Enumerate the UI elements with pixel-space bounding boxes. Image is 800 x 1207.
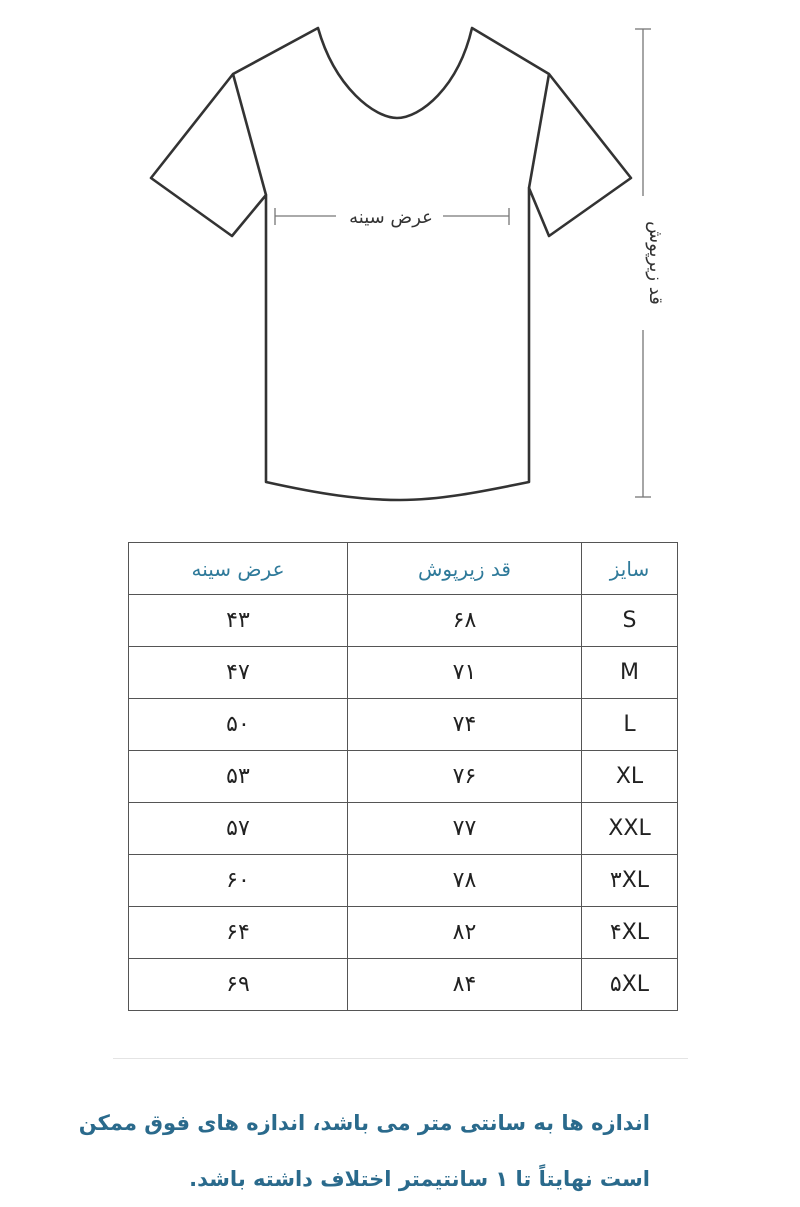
- size-cell: XL: [582, 751, 678, 803]
- left-sleeve-seam: [233, 74, 266, 195]
- length-cell: ۷۸: [348, 855, 582, 907]
- size-cell: S: [582, 595, 678, 647]
- length-cell: ۸۲: [348, 907, 582, 959]
- note-line-1: اندازه ها به سانتی متر می باشد، اندازه های فوق ممکن: [78, 1111, 650, 1135]
- right-sleeve-seam: [529, 74, 549, 188]
- length-cell: ۷۴: [348, 699, 582, 751]
- header-size: سایز: [582, 543, 678, 595]
- chest-cell: ۶۴: [129, 907, 348, 959]
- length-cell: ۷۶: [348, 751, 582, 803]
- divider: [113, 1058, 688, 1059]
- size-table: [128, 542, 678, 1011]
- chest-width-label: عرض سینه: [349, 207, 433, 228]
- size-cell: M: [582, 647, 678, 699]
- length-label: قد زیرپوش: [645, 221, 666, 305]
- chest-cell: ۶۹: [129, 959, 348, 1011]
- table-row: [129, 751, 678, 803]
- length-cell: ۷۱: [348, 647, 582, 699]
- tshirt-diagram: [0, 0, 800, 520]
- chest-cell: ۵۳: [129, 751, 348, 803]
- table-row: [129, 803, 678, 855]
- length-cell: ۶۸: [348, 595, 582, 647]
- table-row: [129, 855, 678, 907]
- size-cell: ۴XL: [582, 907, 678, 959]
- length-measure: [635, 29, 666, 497]
- chest-cell: ۵۷: [129, 803, 348, 855]
- table-row: [129, 595, 678, 647]
- chest-cell: ۴۷: [129, 647, 348, 699]
- size-cell: L: [582, 699, 678, 751]
- chest-cell: ۶۰: [129, 855, 348, 907]
- measurement-note: [78, 1095, 650, 1207]
- size-cell: XXL: [582, 803, 678, 855]
- note-line-2: است نهایتاً تا ۱ سانتیمتر اختلاف داشته باشد.: [189, 1167, 650, 1191]
- table-row: [129, 907, 678, 959]
- table-row: [129, 959, 678, 1011]
- tshirt-outline: [151, 28, 631, 500]
- chest-cell: ۴۳: [129, 595, 348, 647]
- table-row: [129, 647, 678, 699]
- length-cell: ۷۷: [348, 803, 582, 855]
- table-header-row: [129, 543, 678, 595]
- chest-cell: ۵۰: [129, 699, 348, 751]
- table-row: [129, 699, 678, 751]
- size-cell: ۳XL: [582, 855, 678, 907]
- chest-width-measure: [275, 207, 509, 228]
- header-chest: عرض سینه: [129, 543, 348, 595]
- length-cell: ۸۴: [348, 959, 582, 1011]
- header-length: قد زیرپوش: [348, 543, 582, 595]
- size-cell: ۵XL: [582, 959, 678, 1011]
